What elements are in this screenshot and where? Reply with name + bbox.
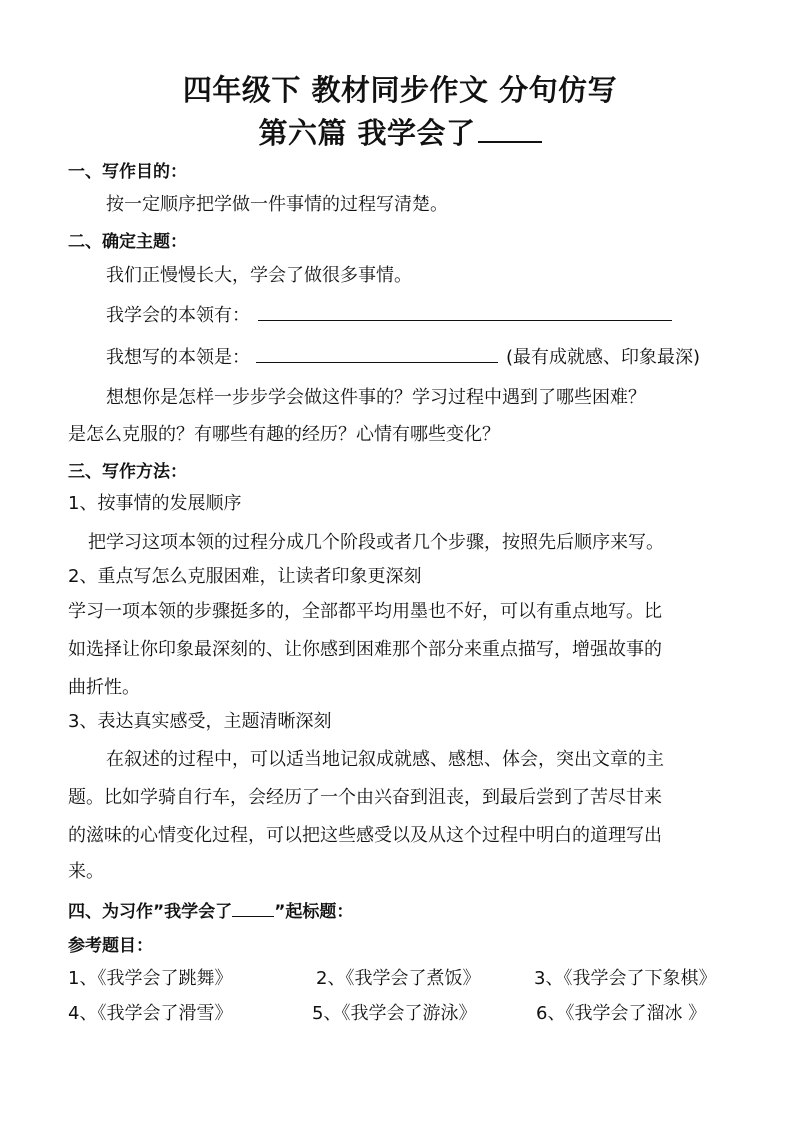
reference-heading: 参考题目： xyxy=(68,936,153,956)
method2-title: 2、重点写怎么克服困难，让读者印象更深刻 xyxy=(68,566,422,587)
method3-line2: 题。比如学骑自行车，会经历了一个由兴奋到沮丧，到最后尝到了苦尽甘来 xyxy=(68,787,662,808)
write-label: 我想写的本领是： xyxy=(106,347,250,368)
write-note: (最有成就感、印象最深) xyxy=(506,347,701,368)
method3-line4: 来。 xyxy=(68,861,104,882)
method3-title: 3、表达真实感受，主题清晰深刻 xyxy=(68,711,332,732)
section2-para-line2: 是怎么克服的？有哪些有趣的经历？心情有哪些变化？ xyxy=(68,424,500,445)
topic-item: 3、《我学会了下象棋》 xyxy=(534,968,717,989)
method3-line3: 的滋味的心情变化过程，可以把这些感受以及从这个过程中明白的道理写出 xyxy=(68,825,662,846)
skill-row xyxy=(106,302,672,330)
topic-item: 5、《我学会了游泳》 xyxy=(312,1003,477,1024)
method1-body: 把学习这项本领的过程分成几个阶段或者几个步骤，按照先后顺序来写。 xyxy=(88,532,664,553)
topic-item: 4、《我学会了滑雪》 xyxy=(68,1003,233,1024)
write-row xyxy=(106,344,700,372)
section4-heading-suffix: ”起标题： xyxy=(274,902,354,922)
section4-heading xyxy=(68,898,353,926)
section2-heading: 二、确定主题： xyxy=(68,232,187,252)
skill-label: 我学会的本领有： xyxy=(106,305,250,326)
method2-line3: 曲折性。 xyxy=(68,677,140,698)
skill-answer-blank[interactable] xyxy=(258,302,672,321)
section4-heading-blank xyxy=(232,902,274,917)
method2-line2: 如选择让你印象最深刻的、让你感到困难那个部分来重点描写，增强故事的 xyxy=(68,639,662,660)
subtitle-text: 第六篇 我学会了 xyxy=(258,116,476,150)
write-answer-blank[interactable] xyxy=(256,344,498,363)
main-title: 四年级下 教材同步作文 分句仿写 xyxy=(182,73,618,107)
section2-line1: 我们正慢慢长大，学会了做很多事情。 xyxy=(106,265,412,286)
subtitle-blank xyxy=(478,117,542,143)
section1-heading: 一、写作目的： xyxy=(68,162,187,182)
topic-item: 6、《我学会了溜冰 》 xyxy=(536,1003,707,1024)
topic-item: 2、《我学会了煮饭》 xyxy=(316,968,481,989)
section3-heading: 三、写作方法： xyxy=(68,462,187,482)
method3-line1: 在叙述的过程中，可以适当地记叙成就感、感想、体会，突出文章的主 xyxy=(106,749,664,770)
section2-para-line1: 想想你是怎样一步步学会做这件事的？学习过程中遇到了哪些困难？ xyxy=(106,387,646,408)
subtitle xyxy=(0,115,800,151)
method1-title: 1、按事情的发展顺序 xyxy=(68,493,242,514)
topic-item: 1、《我学会了跳舞》 xyxy=(68,968,233,989)
section1-body: 按一定顺序把学做一件事情的过程写清楚。 xyxy=(106,194,448,215)
method2-line1: 学习一项本领的步骤挺多的，全部都平均用墨也不好，可以有重点地写。比 xyxy=(68,601,662,622)
section4-heading-prefix: 四、为习作”我学会了 xyxy=(68,902,233,922)
